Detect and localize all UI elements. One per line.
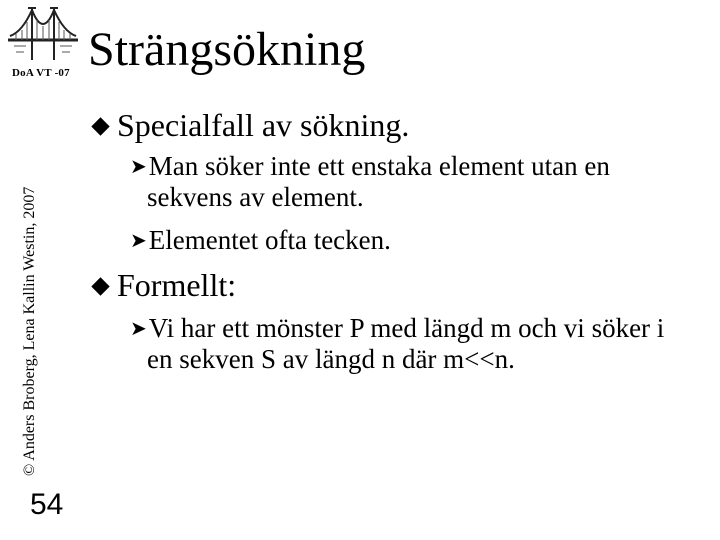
sub-bullet-text: Man söker inte ett enstaka element utan en — [148, 151, 610, 181]
diamond-bullet-icon — [91, 277, 109, 295]
arrow-bullet-icon: ➤ — [130, 316, 147, 340]
bullet-item — [88, 266, 236, 304]
copyright-notice: © Anders Broberg, Lena Kallin Westin, 2007 — [21, 186, 38, 476]
page-number: 54 — [30, 488, 64, 521]
sub-bullet-continuation: en sekven S av längd n där m<<n. — [147, 344, 515, 374]
sub-bullet-item — [130, 225, 391, 256]
slide-title: Strängsökning — [88, 23, 366, 76]
arrow-bullet-icon: ➤ — [130, 154, 147, 178]
bullet-text: Formellt: — [117, 267, 237, 303]
sub-bullet-item — [130, 151, 610, 213]
sub-bullet-item — [130, 313, 664, 375]
bullet-item — [88, 106, 409, 144]
sub-bullet-continuation: sekvens av element. — [147, 182, 364, 212]
course-label: DoA VT -07 — [12, 67, 70, 79]
sub-bullet-text: Vi har ett mönster P med längd m och vi söker i — [148, 313, 665, 343]
bridge-logo-icon — [8, 2, 78, 66]
diamond-bullet-icon — [91, 117, 109, 135]
arrow-bullet-icon: ➤ — [130, 228, 147, 252]
bullet-text: Specialfall av sökning. — [117, 107, 410, 143]
sub-bullet-text: Elementet ofta tecken. — [148, 225, 391, 255]
